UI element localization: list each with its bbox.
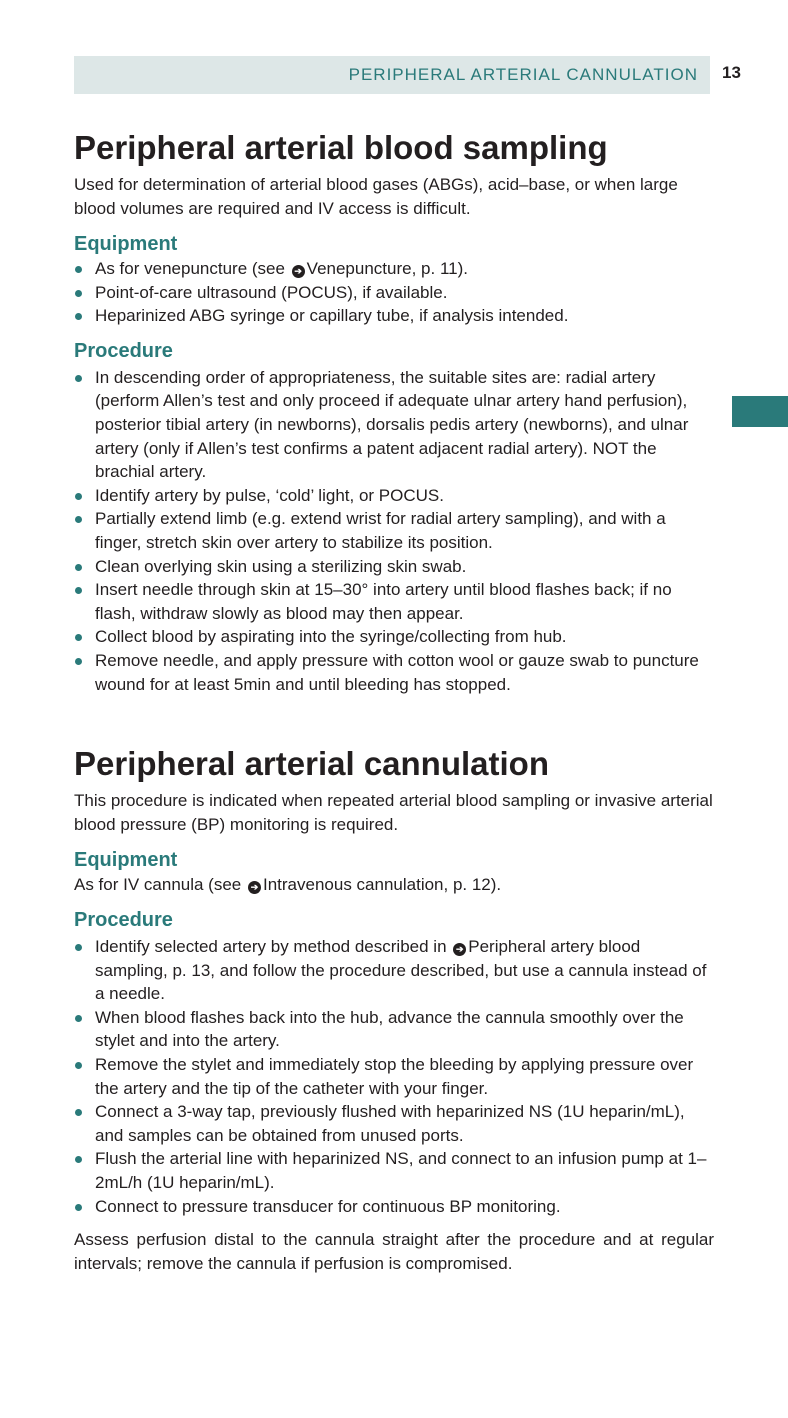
procedure-list-cannulation — [74, 935, 714, 1218]
list-item: Point-of-care ultrasound (POCUS), if available. — [74, 281, 714, 305]
list-item: Insert needle through skin at 15–30° into artery until blood flashes back; if no flash, withdraw slowly as blood may then appear. — [74, 578, 714, 625]
list-item: Flush the arterial line with heparinized NS, and connect to an infusion pump at 1–2mL/h (1U heparin/mL). — [74, 1147, 714, 1194]
list-item: Remove the stylet and immediately stop the bleeding by applying pressure over the artery and the tip of the catheter with your finger. — [74, 1053, 714, 1100]
procedure-list-sampling — [74, 366, 714, 696]
arrow-circle-icon: ➔ — [248, 881, 261, 894]
list-item: Connect to pressure transducer for continuous BP monitoring. — [74, 1195, 714, 1219]
equipment-list-sampling — [74, 257, 714, 328]
list-item: Partially extend limb (e.g. extend wrist for radial artery sampling), and with a finger, stretch skin over artery to stabilize its position. — [74, 507, 714, 554]
arrow-circle-icon: ➔ — [453, 943, 466, 956]
running-head-title: PERIPHERAL ARTERIAL CANNULATION — [348, 65, 698, 84]
section-title-arterial-cannulation: Peripheral arterial cannulation — [74, 745, 549, 783]
section-title-arterial-sampling: Peripheral arterial blood sampling — [74, 129, 608, 166]
procedure-heading-cannulation: Procedure — [74, 909, 173, 932]
cross-reference-link[interactable]: Peripheral artery blood sampling, p. 13 — [95, 937, 641, 980]
equipment-heading-sampling: Equipment — [74, 233, 178, 255]
list-item: Connect a 3-way tap, previously flushed with heparinized NS (1U heparin/mL), and samples can be obtained from unused ports. — [74, 1100, 714, 1147]
section-intro-arterial-sampling: Used for determination of arterial blood gases (ABGs), acid–base, or when large blood volumes are required and IV access is difficult. — [74, 175, 678, 218]
equipment-text-cannulation: As for IV cannula (see ➔ Intravenous cannulation, p. 12). — [74, 875, 502, 895]
closing-paragraph: Assess perfusion distal to the cannula straight after the procedure and at regular intervals; remove the cannula if perfusion is compromised. — [74, 1230, 714, 1274]
page-content — [74, 126, 714, 1276]
list-item: In descending order of appropriateness, the suitable sites are: radial artery (perform Allen’s test and only proceed if adequate ulnar artery hand perfusion), posterior tibial artery (in newborns), dorsalis pedis artery (newborns), and ulnar artery (only if Allen’s test confirms a patent adjacent radial artery). NOT the brachial artery. — [74, 366, 714, 484]
list-item: Heparinized ABG syringe or capillary tube, if analysis intended. — [74, 304, 714, 328]
cross-reference-link[interactable]: Intravenous cannulation, p. 12 — [262, 875, 491, 895]
chapter-thumb-tab — [732, 396, 788, 427]
list-item: Clean overlying skin using a sterilizing skin swab. — [74, 555, 714, 579]
arrow-circle-icon: ➔ — [292, 265, 305, 278]
section-intro-arterial-cannulation: This procedure is indicated when repeated arterial blood sampling or invasive arterial blood pressure (BP) monitoring is required. — [74, 791, 713, 835]
list-item: Identify artery by pulse, ‘cold’ light, or POCUS. — [74, 484, 714, 508]
list-item: Remove needle, and apply pressure with cotton wool or gauze swab to puncture wound for at least 5min and until bleeding has stopped. — [74, 649, 714, 696]
running-head — [74, 56, 710, 94]
page-number: 13 — [722, 63, 741, 82]
list-item: As for venepuncture (see ➔ Venepuncture, p. 11). — [74, 257, 714, 281]
procedure-heading-sampling: Procedure — [74, 339, 173, 362]
equipment-heading-cannulation: Equipment — [74, 849, 178, 872]
cross-reference-link[interactable]: Venepuncture, p. 11 — [306, 259, 458, 278]
list-item: When blood flashes back into the hub, advance the cannula smoothly over the stylet and into the artery. — [74, 1006, 714, 1053]
list-item: Collect blood by aspirating into the syringe/collecting from hub. — [74, 625, 714, 649]
list-item: Identify selected artery by method described in ➔ Peripheral artery blood sampling, p. 13, and follow the procedure described, but use a cannula instead of a needle. — [74, 935, 714, 1006]
